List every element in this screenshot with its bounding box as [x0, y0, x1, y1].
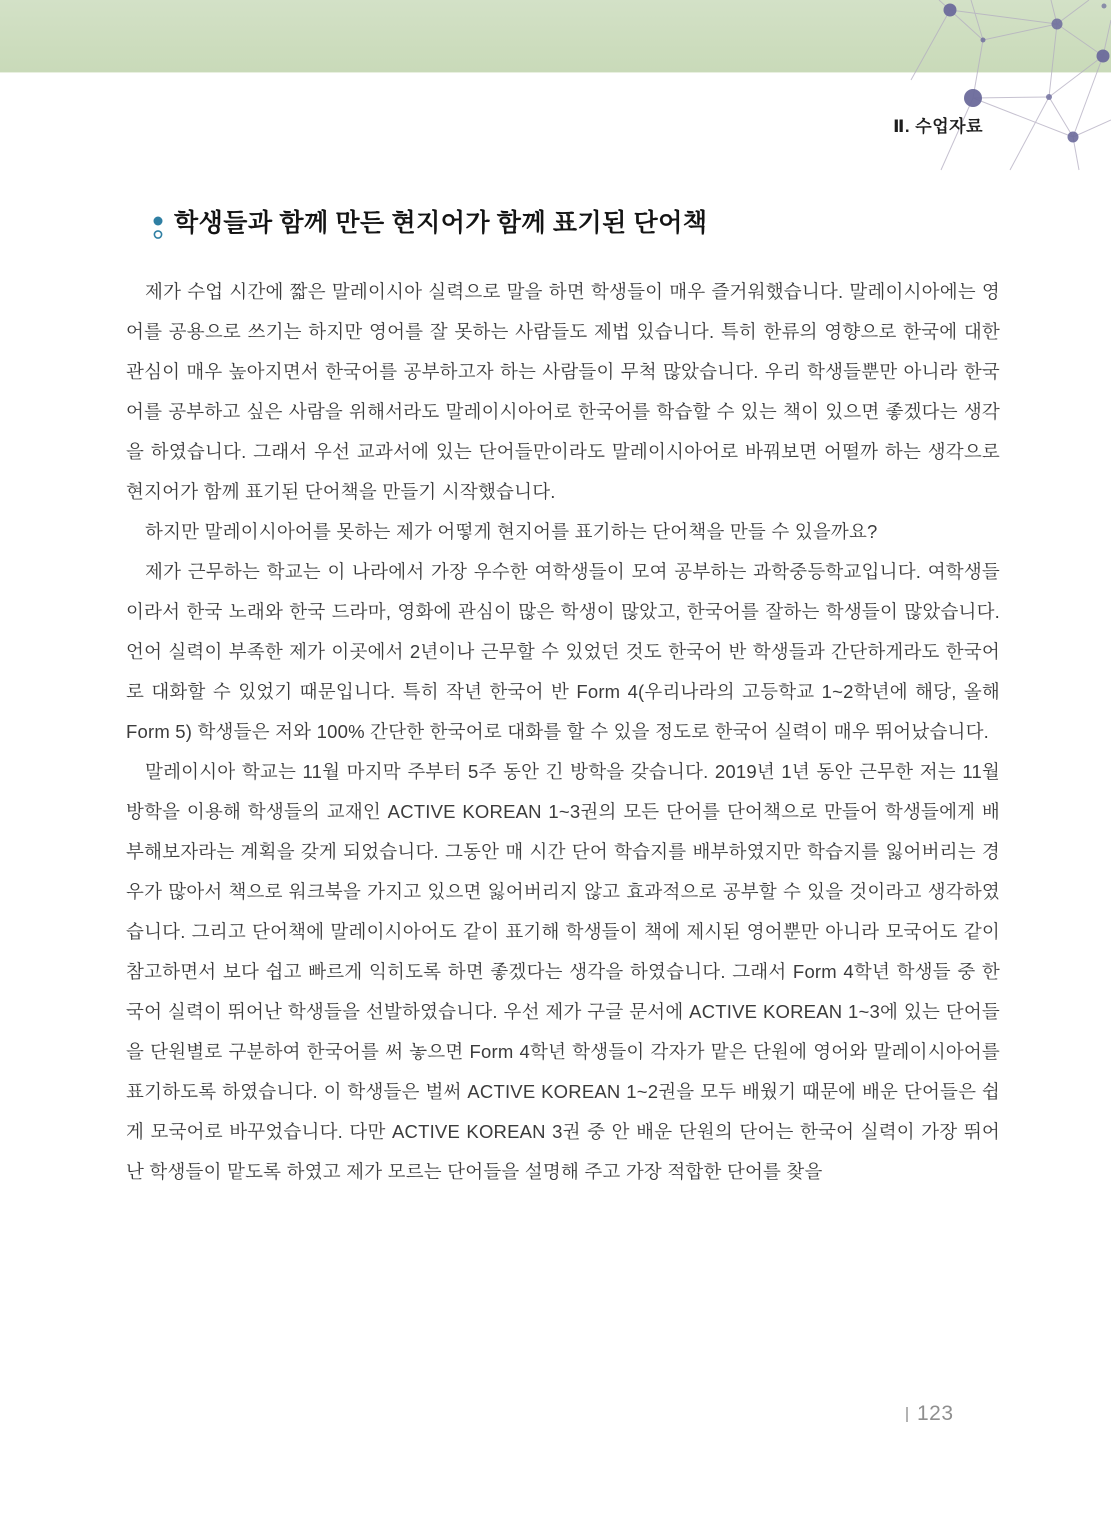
page-number: [906, 1402, 954, 1426]
network-decoration-graphic: [901, 0, 1111, 190]
page-title: 학생들과 함께 만든 현지어가 함께 표기된 단어책: [174, 210, 708, 237]
body-paragraph: 제가 근무하는 학교는 이 나라에서 가장 우수한 여학생들이 모여 공부하는 과학중등학교입니다. 여학생들이라서 한국 노래와 한국 드라마, 영화에 관심이 많은 학생이 많았고, 한국어를 잘하는 학생들이 많았습니다. 언어 실력이 부족한 제가 이곳에서 2년이나 근무할 수 있었던 것도 한국어 반 학생들과 간단하게라도 한국어로 대화할 수 있었기 때문입니다. 특히 작년 한국어 반 Form 4(우리나라의 고등학교 1~2학년에 해당, 올해 Form 5) 학생들은 저와 100% 간단한 한국어로 대화를 할 수 있을 정도로 한국어 실력이 매우 뛰어났습니다.: [126, 561, 1000, 742]
page-number-tick: [906, 1407, 908, 1422]
body-paragraph: 제가 수업 시간에 짧은 말레이시아 실력으로 말을 하면 학생들이 매우 즐거워했습니다. 말레이시아에는 영어를 공용으로 쓰기는 하지만 영어를 잘 못하는 사람들도 제법 있습니다. 특히 한류의 영향으로 한국에 대한 관심이 매우 높아지면서 한국어를 공부하고자 하는 사람들이 무척 많았습니다. 우리 학생들뿐만 아니라 한국어를 공부하고 싶은 사람을 위해서라도 말레이시아어로 한국어를 학습할 수 있는 책이 있으면 좋겠다는 생각을 하였습니다. 그래서 우선 교과서에 있는 단어들만이라도 말레이시아어로 바꿔보면 어떨까 하는 생각으로 현지어가 함께 표기된 단어책을 만들기 시작했습니다.: [126, 281, 1000, 502]
page-number-value: 123: [917, 1402, 954, 1425]
body-text-block: [126, 272, 1000, 1192]
double-dot-bullet-icon: [152, 215, 164, 243]
section-label: Ⅱ. 수업자료: [893, 117, 983, 136]
body-paragraph: 말레이시아 학교는 11월 마지막 주부터 5주 동안 긴 방학을 갖습니다. 2019년 1년 동안 근무한 저는 11월 방학을 이용해 학생들의 교재인 ACTIVE KOREAN 1~3권의 모든 단어를 단어책으로 만들어 학생들에게 배부해보자라는 계획을 갖게 되었습니다. 그동안 매 시간 단어 학습지를 배부하였지만 학습지를 잃어버리는 경우가 많아서 책으로 워크북을 가지고 있으면 잃어버리지 않고 효과적으로 공부할 수 있을 것이라고 생각하였습니다. 그리고 단어책에 말레이시아어도 같이 표기해 학생들이 책에 제시된 영어뿐만 아니라 모국어도 같이 참고하면서 보다 쉽고 빠르게 익히도록 하면 좋겠다는 생각을 하였습니다. 그래서 Form 4학년 학생들 중 한국어 실력이 뛰어난 학생들을 선발하였습니다. 우선 제가 구글 문서에 ACTIVE KOREAN 1~3에 있는 단어들을 단원별로 구분하여 한국어를 써 놓으면 Form 4학년 학생들이 각자가 맡은 단원에 영어와 말레이시아어를 표기하도록 하였습니다. 이 학생들은 벌써 ACTIVE KOREAN 1~2권을 모두 배웠기 때문에 배운 단어들은 쉽게 모국어로 바꾸었습니다. 다만 ACTIVE KOREAN 3권 중 안 배운 단원의 단어는 한국어 실력이 가장 뛰어난 학생들이 맡도록 하였고 제가 모르는 단어들을 설명해 주고 가장 적합한 단어를 찾을: [126, 761, 1000, 1182]
body-paragraph: 하지만 말레이시아어를 못하는 제가 어떻게 현지어를 표기하는 단어책을 만들 수 있을까요?: [145, 521, 878, 542]
title-row: [152, 206, 708, 243]
